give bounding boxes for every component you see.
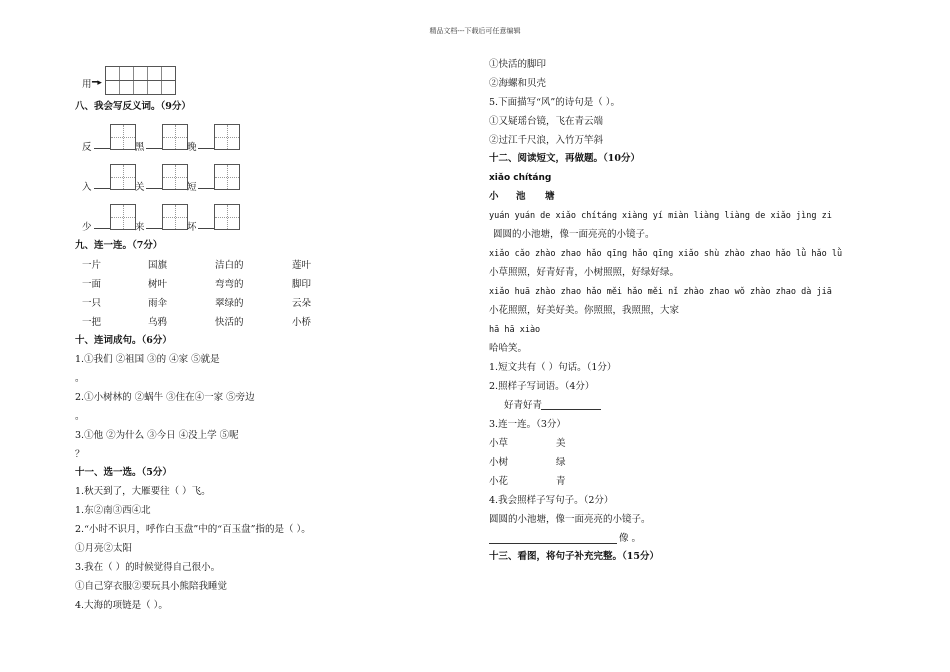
q3-item: 青 xyxy=(556,476,566,487)
s11-question-4: 4.大海的项链是（ ）。 xyxy=(75,600,168,611)
section-9-title: 九、连一连。（7分） xyxy=(75,240,163,251)
option-line: ②过江千尺浪，入竹万竿斜 xyxy=(489,135,604,146)
question-line: 5.下面描写“风”的诗句是（ ）。 xyxy=(489,97,621,108)
antonym-box-3[interactable] xyxy=(214,124,240,150)
q2-line: 2.照样子写词语。（4分） xyxy=(489,381,595,392)
section-11-title: 十一、选一选。（5分） xyxy=(75,467,172,478)
pinyin-line: hā hā xiào xyxy=(489,325,541,335)
section-10-title: 十、连词成句。（6分） xyxy=(75,335,172,346)
antonym-box-8[interactable] xyxy=(162,204,188,230)
s10-answer-3[interactable]: ？ xyxy=(75,449,85,460)
q2-answer-line[interactable] xyxy=(541,409,601,410)
q4-answer-line[interactable] xyxy=(489,543,617,544)
s10-question-1: 1.①我们 ②祖国 ③的 ④家 ⑤就是 xyxy=(75,354,220,365)
match-item: 快活的 xyxy=(215,317,244,328)
match-item: 树叶 xyxy=(148,279,168,290)
s10-answer-2[interactable]: 。 xyxy=(75,411,85,422)
match-item: 脚印 xyxy=(292,279,312,290)
match-item: 翠绿的 xyxy=(215,298,244,309)
antonym-word-2: 黑 xyxy=(135,142,145,153)
antonym-box-2[interactable] xyxy=(162,124,188,150)
antonym-box-6[interactable] xyxy=(214,164,240,190)
q3-line: 3.连一连。（3分） xyxy=(489,419,566,430)
s11-options-2: ①月亮②太阳 xyxy=(75,543,133,554)
match-item: 莲叶 xyxy=(292,260,312,271)
q4-line: 4.我会照样子写句子。（2分） xyxy=(489,495,614,506)
s10-answer-1[interactable]: 。 xyxy=(75,373,85,384)
q3-item: 小花 xyxy=(489,476,509,487)
antonym-box-7[interactable] xyxy=(110,204,136,230)
story-title-char: 塘 xyxy=(545,191,555,202)
story-title-char: 小 xyxy=(489,191,499,202)
antonym-word-6: 短 xyxy=(187,182,197,193)
option-line: ②海螺和贝壳 xyxy=(489,78,547,89)
match-item: 乌鸦 xyxy=(148,317,168,328)
s11-question-3: 3.我在（ ）的时候觉得自己很小。 xyxy=(75,562,221,573)
match-item: 洁白的 xyxy=(215,260,244,271)
story-line: 小花照照，好美好美。你照照，我照照，大家 xyxy=(489,305,680,316)
antonym-word-8: 来 xyxy=(135,222,145,233)
antonym-box-9[interactable] xyxy=(214,204,240,230)
option-line: ①又疑瑶台镜，飞在青云端 xyxy=(489,116,604,127)
yong-label: 用 xyxy=(82,79,92,90)
q4-example: 圆圆的小池塘，像一面亮亮的小镜子。 xyxy=(489,514,651,525)
q3-item: 小草 xyxy=(489,438,509,449)
s10-question-2: 2.①小树林的 ②蜗牛 ③住在④一家 ⑤旁边 xyxy=(75,392,255,403)
writing-grid-row-2[interactable] xyxy=(105,80,176,95)
s11-options-1: 1.东②南③西④北 xyxy=(75,505,151,516)
pinyin-line: yuán yuán de xiǎo chítáng xiàng yí miàn liàng liàng de xiǎo jìng zi xyxy=(489,211,832,221)
q3-item: 绿 xyxy=(556,457,566,468)
antonym-box-1[interactable] xyxy=(110,124,136,150)
story-line: 哈哈笑。 xyxy=(489,343,528,354)
q2-example: 好青好青 xyxy=(504,400,543,411)
s10-question-3: 3.①他 ②为什么 ③今日 ④没上学 ⑤呢 xyxy=(75,430,239,441)
match-item: 云朵 xyxy=(292,298,312,309)
antonym-word-5: 关 xyxy=(135,182,145,193)
story-line: 小草照照，好青好青，小树照照，好绿好绿。 xyxy=(489,267,680,278)
match-item: 一面 xyxy=(82,279,102,290)
q3-item: 小树 xyxy=(489,457,509,468)
q1-line: 1.短文共有（ ）句话。（1分） xyxy=(489,362,617,373)
match-item: 一把 xyxy=(82,317,102,328)
page-header: 精品文档---下载后可任意编辑 xyxy=(429,27,521,35)
story-title-char: 池 xyxy=(516,191,526,202)
s11-question-1: 1.秋天到了，大雁要往（ ）飞。 xyxy=(75,486,211,497)
match-item: 小桥 xyxy=(292,317,312,328)
match-item: 一只 xyxy=(82,298,102,309)
section-13-title: 十三、看图，将句子补充完整。（15分） xyxy=(489,551,659,562)
antonym-word-7: 少 xyxy=(82,222,92,233)
story-title-pinyin: xiǎo chítáng xyxy=(489,173,552,183)
antonym-word-9: 坏 xyxy=(187,222,197,233)
s11-question-2: 2.“小时不识月，呼作白玉盘”中的“百玉盘”指的是（ ）。 xyxy=(75,524,311,535)
match-item: 一片 xyxy=(82,260,102,271)
option-line: ①快活的脚印 xyxy=(489,59,547,70)
q3-item: 美 xyxy=(556,438,566,449)
arrow-right-icon: ━▸ xyxy=(92,78,102,88)
match-item: 弯弯的 xyxy=(215,279,244,290)
antonym-box-4[interactable] xyxy=(110,164,136,190)
antonym-word-1: 反 xyxy=(82,142,92,153)
story-line: 圆圆的小池塘，像一面亮亮的小镜子。 xyxy=(493,229,655,240)
writing-grid-row-1[interactable] xyxy=(105,66,176,81)
antonym-word-4: 入 xyxy=(82,182,92,193)
pinyin-line: xiǎo cǎo zhào zhao hǎo qīng hǎo qīng xiǎo shù zhào zhao hǎo lǜ hǎo lǜ xyxy=(489,249,843,259)
antonym-box-5[interactable] xyxy=(162,164,188,190)
match-item: 国旗 xyxy=(148,260,168,271)
q4-end: 像 。 xyxy=(619,533,642,544)
section-8-title: 八、我会写反义词。（9分） xyxy=(75,101,191,112)
s11-options-3: ①自己穿衣服②要玩具小熊陪我睡觉 xyxy=(75,581,228,592)
section-12-title: 十二、阅读短文，再做题。（10分） xyxy=(489,153,640,164)
match-item: 雨伞 xyxy=(148,298,168,309)
pinyin-line: xiǎo huā zhào zhao hǎo měi hǎo měi nǐ zhào zhao wǒ zhào zhao dà jiā xyxy=(489,287,832,297)
antonym-word-3: 晚 xyxy=(187,142,197,153)
